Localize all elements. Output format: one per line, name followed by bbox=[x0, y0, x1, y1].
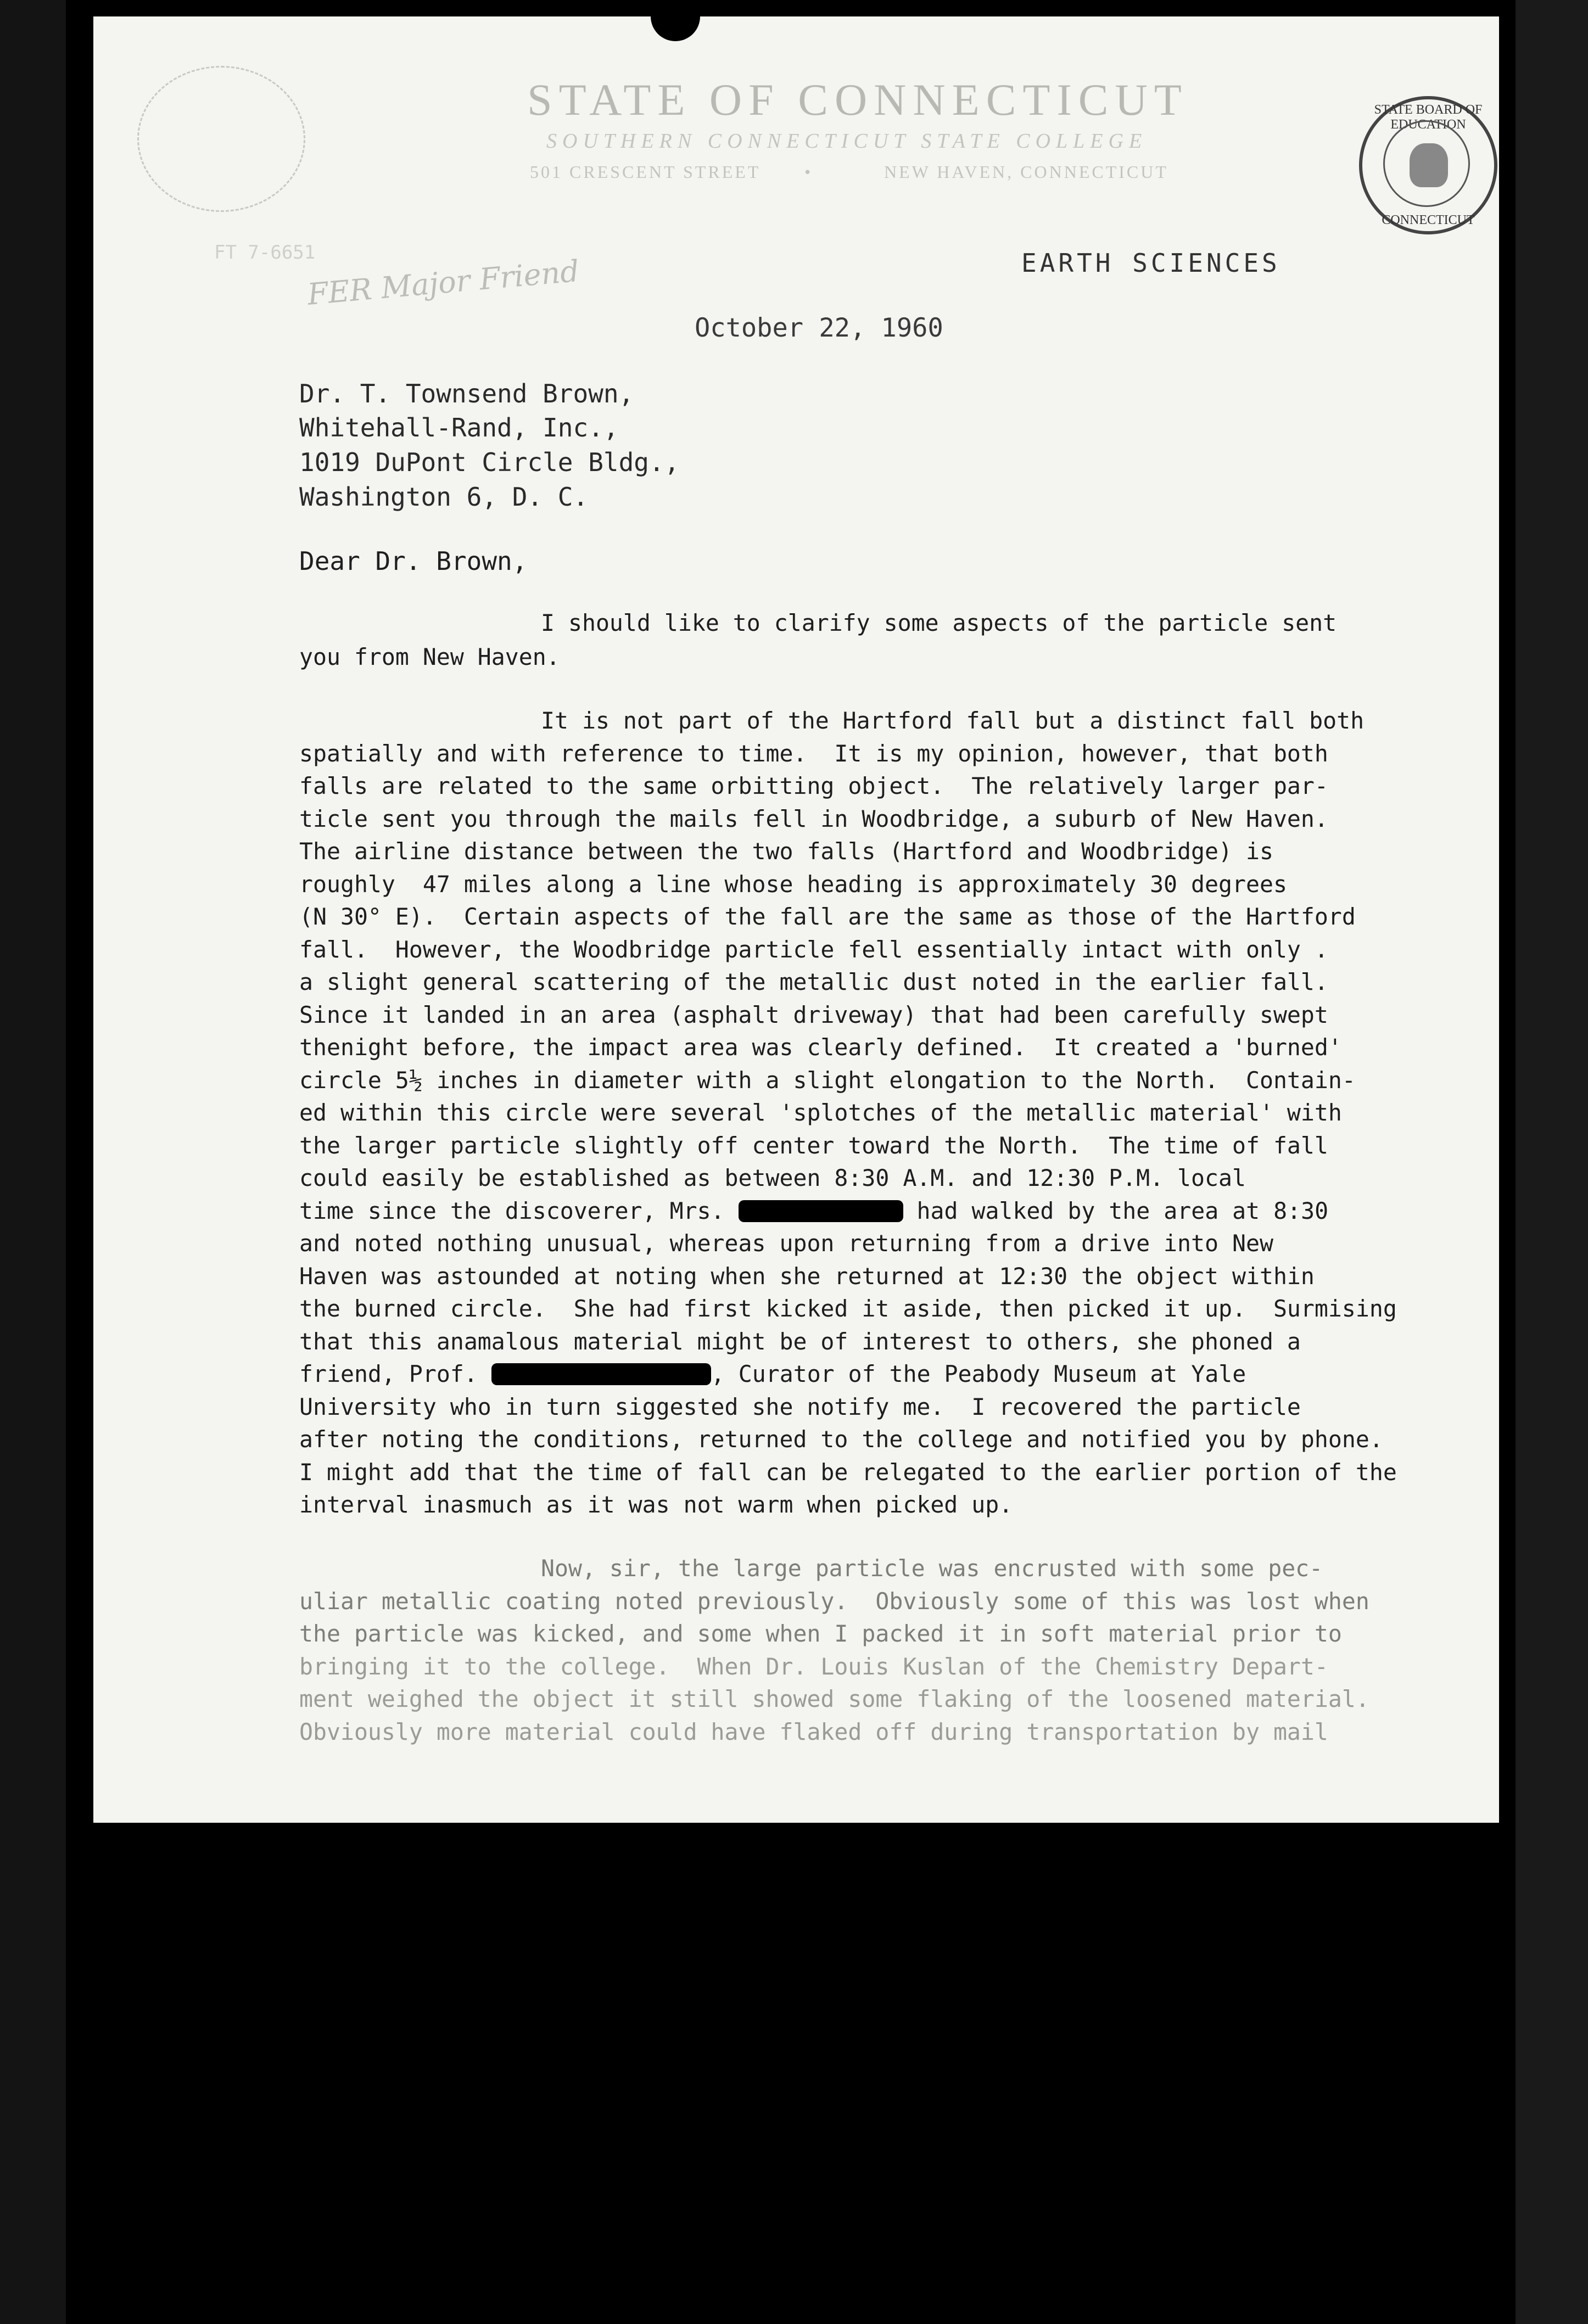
recipient-line: Whitehall-Rand, Inc., bbox=[299, 413, 619, 443]
body-line bbox=[299, 1197, 1328, 1224]
reference-number: FT 7-6651 bbox=[214, 242, 316, 264]
state-seal-emblem bbox=[137, 66, 305, 212]
body-line: could easily be established as between 8:30 A.M. and 12:30 P.M. local bbox=[299, 1164, 1246, 1191]
redaction-bar bbox=[739, 1200, 903, 1222]
body-text: , Curator of the Peabody Museum at Yale bbox=[711, 1360, 1246, 1387]
body-line: the particle was kicked, and some when I packed it in soft material prior to bbox=[299, 1620, 1342, 1647]
film-edge-left bbox=[0, 0, 66, 2324]
body-line: the larger particle slightly off center toward the North. The time of fall bbox=[299, 1132, 1328, 1159]
body-line: and noted nothing unusual, whereas upon returning from a drive into New bbox=[299, 1230, 1273, 1257]
film-edge-right bbox=[1516, 0, 1588, 2324]
body-line: (N 30° E). Certain aspects of the fall are the same as those of the Hartford bbox=[299, 903, 1356, 930]
letterhead-institution: SOUTHERN CONNECTICUT STATE COLLEGE bbox=[546, 130, 1148, 153]
seal-top-text: STATE BOARD OF EDUCATION bbox=[1374, 103, 1483, 132]
recipient-line: Dr. T. Townsend Brown, bbox=[299, 379, 634, 408]
body-line: that this anamalous material might be of interest to others, she phoned a bbox=[299, 1328, 1301, 1355]
body-line: you from New Haven. bbox=[299, 643, 560, 670]
body-line: Obviously more material could have flaked off during transportation by mail bbox=[299, 1718, 1328, 1745]
seal-emblem bbox=[1410, 143, 1448, 187]
body-line: circle 5½ inches in diameter with a slight elongation to the North. Contain- bbox=[299, 1067, 1356, 1094]
body-line: interval inasmuch as it was not warm when picked up. bbox=[299, 1491, 1013, 1518]
body-line: Since it landed in an area (asphalt driveway) that had been carefully swept bbox=[299, 1001, 1328, 1028]
body-line: falls are related to the same orbitting object. The relatively larger par- bbox=[299, 772, 1328, 799]
body-line: the burned circle. She had first kicked it aside, then picked it up. Surmising bbox=[299, 1295, 1397, 1322]
body-line: spatially and with reference to time. It is my opinion, however, that both bbox=[299, 740, 1328, 767]
salutation: Dear Dr. Brown, bbox=[299, 546, 528, 576]
body-text: had walked by the area at 8:30 bbox=[903, 1197, 1329, 1224]
body-line: It is not part of the Hartford fall but a distinct fall both bbox=[541, 707, 1365, 734]
department-label: EARTH SCIENCES bbox=[1021, 248, 1281, 278]
body-text: friend, Prof. bbox=[299, 1360, 491, 1387]
body-line: thenight before, the impact area was clearly defined. It created a 'burned' bbox=[299, 1034, 1342, 1061]
body-line: bringing it to the college. When Dr. Louis Kuslan of the Chemistry Depart- bbox=[299, 1653, 1328, 1680]
recipient-line: Washington 6, D. C. bbox=[299, 482, 589, 512]
body-line: ticle sent you through the mails fell in Woodbridge, a suburb of New Haven. bbox=[299, 805, 1328, 832]
recipient-line: 1019 DuPont Circle Bldg., bbox=[299, 447, 680, 477]
body-line: roughly 47 miles along a line whose heading is approximately 30 degrees bbox=[299, 871, 1287, 898]
body-line: ment weighed the object it still showed some flaking of the loosened material. bbox=[299, 1685, 1369, 1712]
body-line: Haven was astounded at noting when she returned at 12:30 the object within bbox=[299, 1263, 1315, 1290]
letterhead-city: NEW HAVEN, CONNECTICUT bbox=[884, 162, 1168, 182]
body-line: I might add that the time of fall can be relegated to the earlier portion of the bbox=[299, 1459, 1397, 1486]
handwritten-note: FER Major Friend bbox=[306, 253, 581, 312]
letterhead-street: 501 CRESCENT STREET bbox=[530, 162, 761, 182]
body-line: after noting the conditions, returned to the college and notified you by phone. bbox=[299, 1426, 1383, 1453]
letter-date: October 22, 1960 bbox=[695, 313, 943, 343]
body-line: The airline distance between the two falls (Hartford and Woodbridge) is bbox=[299, 838, 1273, 865]
body-line: a slight general scattering of the metallic dust noted in the earlier fall. bbox=[299, 968, 1328, 995]
body-line: University who in turn siggested she notify me. I recovered the particle bbox=[299, 1393, 1301, 1420]
redaction-bar bbox=[491, 1363, 711, 1385]
letterhead-title: STATE OF CONNECTICUT bbox=[527, 75, 1188, 125]
letterhead-separator: • bbox=[804, 162, 813, 182]
body-line: uliar metallic coating noted previously. Obviously some of this was lost when bbox=[299, 1588, 1369, 1615]
body-line: fall. However, the Woodbridge particle fell essentially intact with only . bbox=[299, 936, 1328, 963]
body-line bbox=[299, 1360, 1246, 1387]
body-line: Now, sir, the large particle was encrusted with some pec- bbox=[541, 1555, 1323, 1582]
body-line: ed within this circle were several 'splotches of the metallic material' with bbox=[299, 1099, 1342, 1126]
seal-bottom-text: CONNECTICUT bbox=[1382, 213, 1475, 227]
body-text: time since the discoverer, Mrs. bbox=[299, 1197, 739, 1224]
body-line: I should like to clarify some aspects of the particle sent bbox=[541, 609, 1337, 636]
board-of-education-seal bbox=[1359, 96, 1497, 234]
